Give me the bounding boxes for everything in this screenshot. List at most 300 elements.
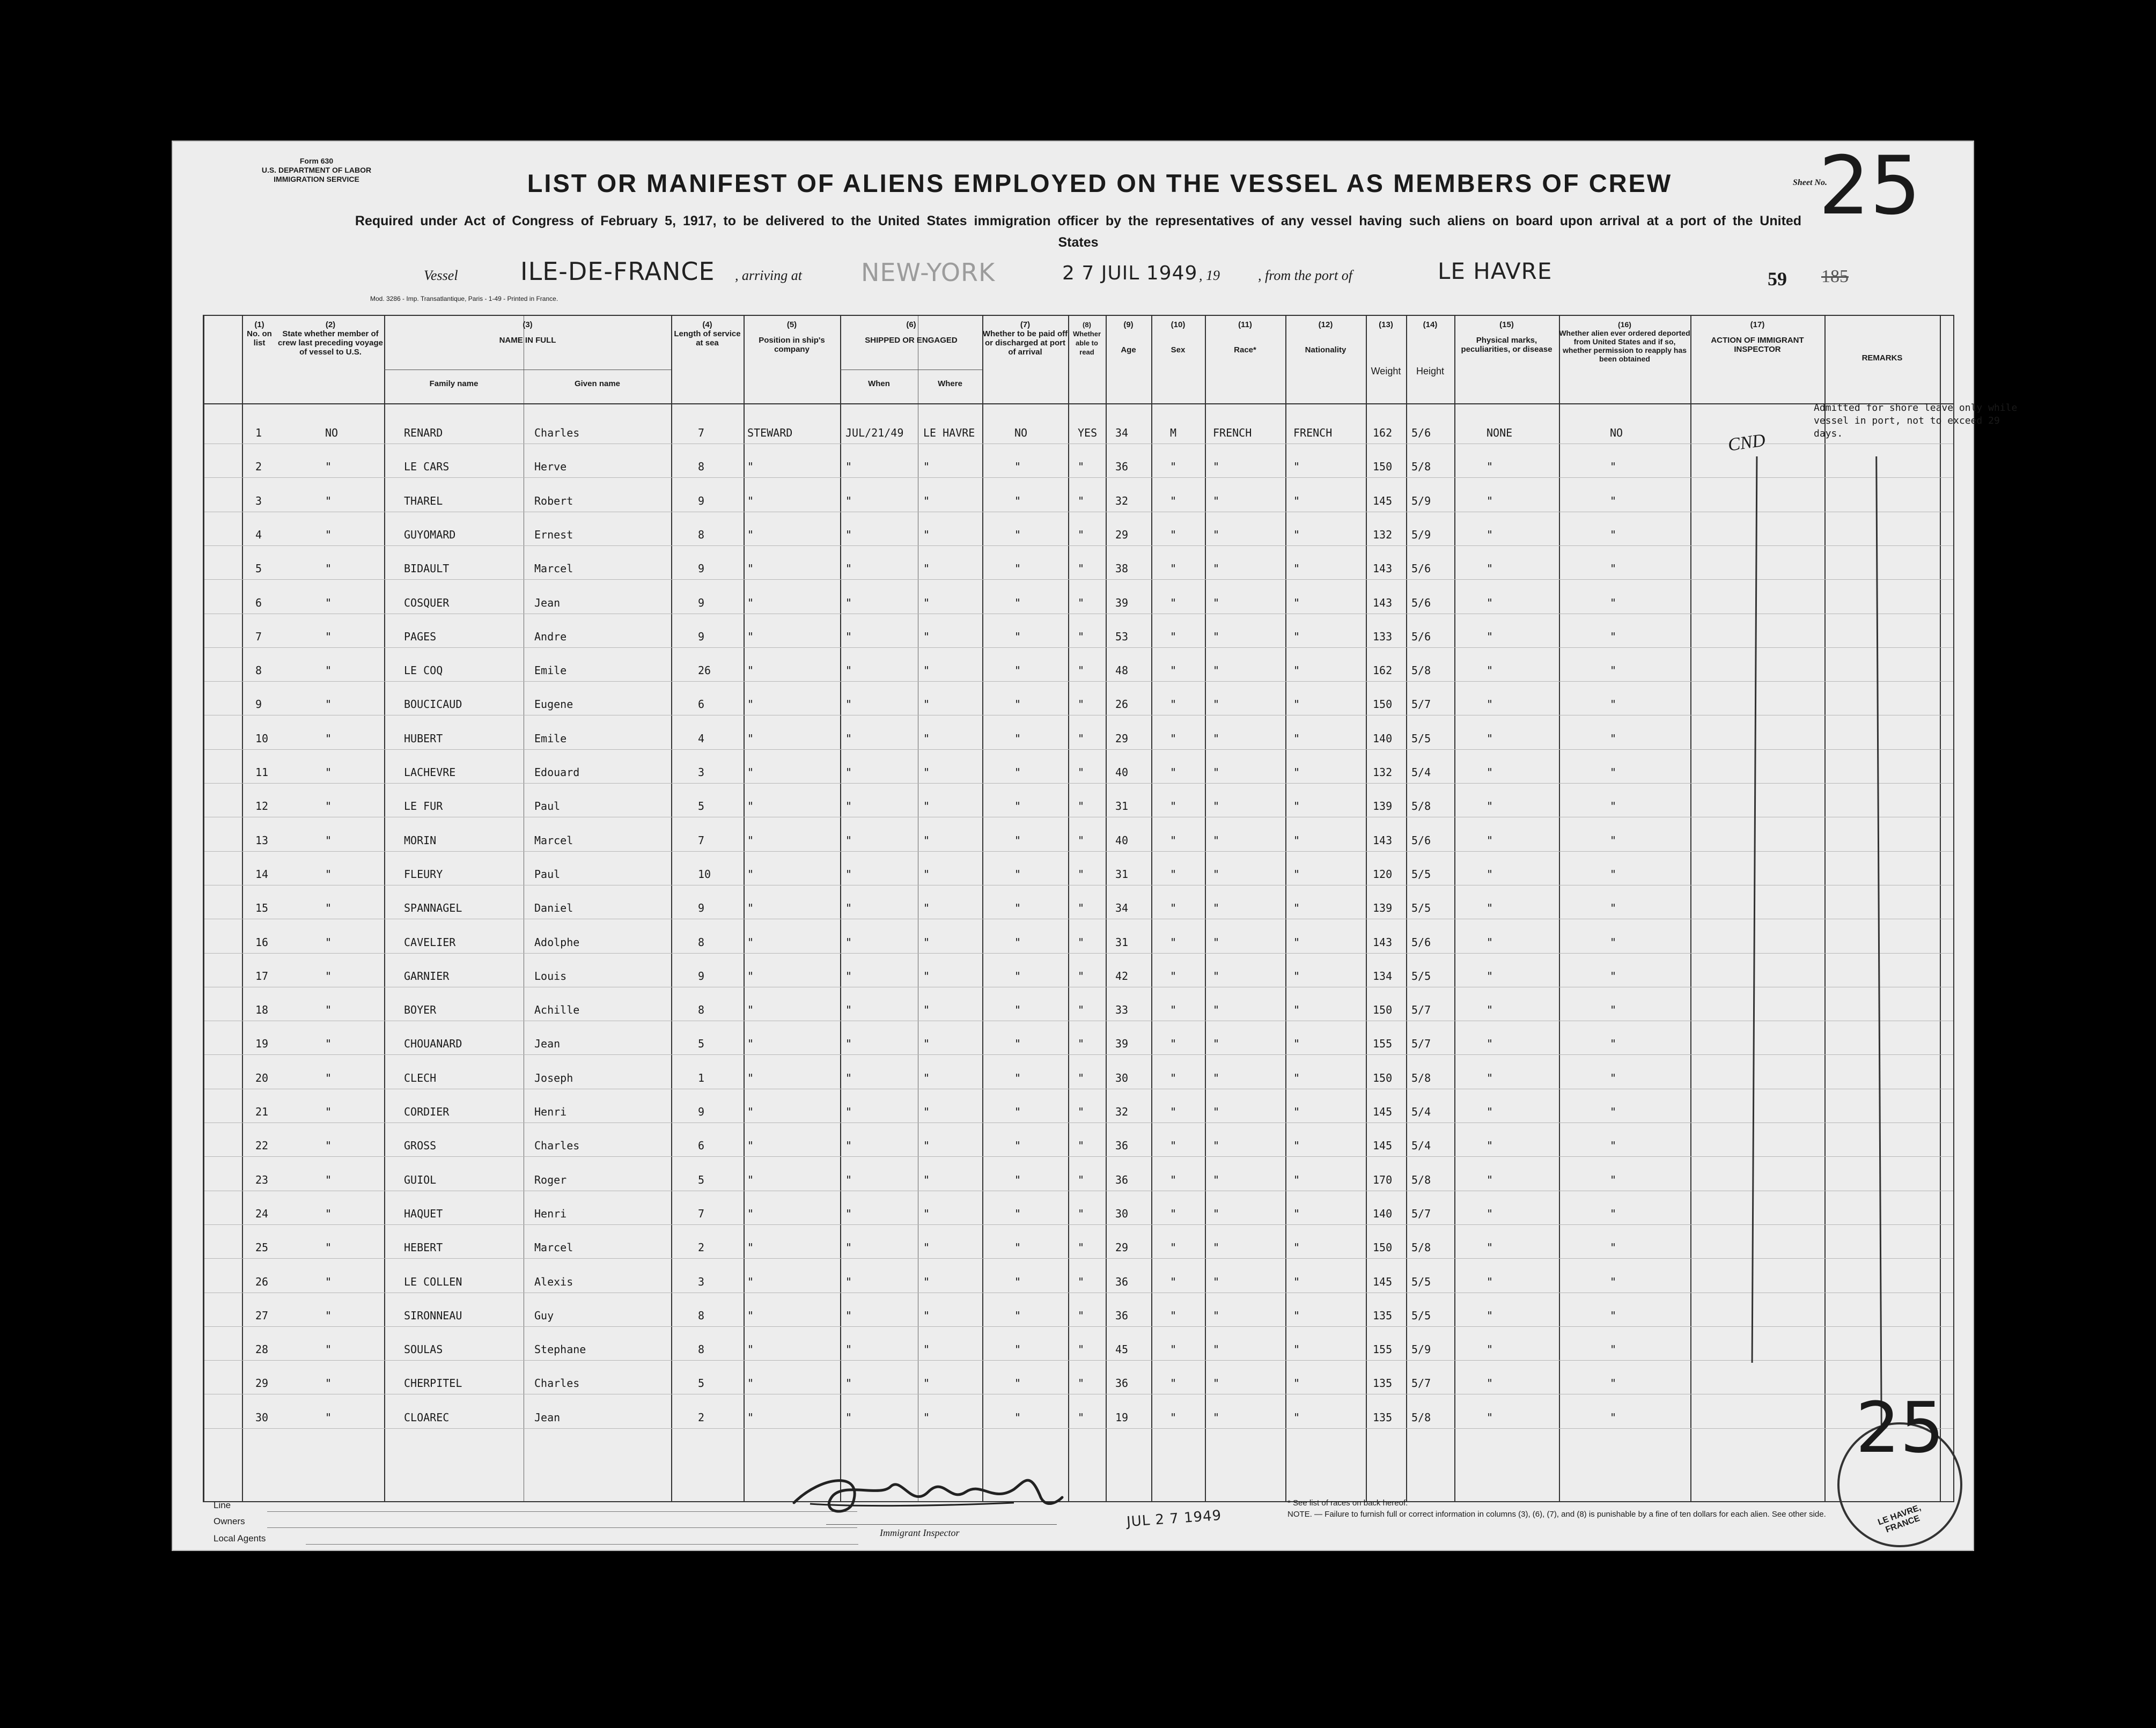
cell-shipped-when: " (845, 902, 852, 915)
cell-row-number: 30 (255, 1411, 269, 1424)
cell-weight: 140 (1373, 732, 1393, 745)
cell-row-number: 28 (255, 1343, 269, 1356)
cell-sex: " (1170, 494, 1177, 507)
cell-family-name: COSQUER (404, 596, 450, 609)
cell-shipped-where: LE HAVRE (923, 426, 975, 439)
header-paid-off: (7) Whether to be paid off or discharged at port of arrival (982, 320, 1068, 357)
cell-weight: 155 (1373, 1343, 1393, 1356)
cell-nationality: " (1293, 1309, 1300, 1322)
cell-length-of-service: 8 (698, 460, 705, 474)
cell-nationality: " (1293, 528, 1300, 541)
cell-paid-off: " (1014, 800, 1021, 813)
cell-shipped-when: " (845, 596, 852, 609)
cell-paid-off: " (1014, 1275, 1021, 1288)
cell-able-to-read: " (1078, 1003, 1085, 1017)
cell-race: " (1213, 800, 1220, 813)
cell-paid-off: NO (1014, 426, 1028, 439)
cell-weight: 140 (1373, 1207, 1393, 1220)
arrival-port: NEW-YORK (861, 258, 996, 287)
cell-sex: " (1170, 1173, 1177, 1186)
cell-position: " (747, 766, 754, 779)
cell-row-number: 12 (255, 800, 269, 813)
cell-position: " (747, 1241, 754, 1254)
cell-shipped-when: " (845, 1071, 852, 1084)
cell-deported: " (1610, 494, 1617, 507)
cell-previous-voyage: " (325, 528, 332, 541)
cell-family-name: BIDAULT (404, 562, 450, 575)
cell-weight: 162 (1373, 664, 1393, 677)
cell-able-to-read: " (1078, 1139, 1085, 1153)
cell-deported: " (1610, 698, 1617, 711)
page-title: LIST OR MANIFEST OF ALIENS EMPLOYED ON THE VESSEL AS MEMBERS OF CREW (527, 169, 1673, 197)
cell-given-name: Andre (534, 630, 567, 643)
cell-nationality: " (1293, 1071, 1300, 1084)
cell-shipped-when: " (845, 1139, 852, 1153)
cell-shipped-when: " (845, 766, 852, 779)
cell-able-to-read: " (1078, 630, 1085, 643)
cell-age: 36 (1115, 1139, 1129, 1153)
cell-shipped-when: " (845, 562, 852, 575)
cell-given-name: Charles (534, 426, 580, 439)
cell-able-to-read: " (1078, 732, 1085, 745)
cell-deported: " (1610, 1343, 1617, 1356)
cell-nationality: " (1293, 562, 1300, 575)
cell-sex: " (1170, 460, 1177, 474)
cell-deported: " (1610, 969, 1617, 983)
cell-row-number: 19 (255, 1037, 269, 1051)
cell-position: " (747, 1411, 754, 1424)
cell-weight: 143 (1373, 833, 1393, 847)
action-mark: CND (1726, 430, 1767, 455)
cell-physical-marks: " (1487, 969, 1493, 983)
cell-weight: 145 (1373, 1275, 1393, 1288)
cell-length-of-service: 8 (698, 1343, 705, 1356)
cell-nationality: " (1293, 1275, 1300, 1288)
cell-paid-off: " (1014, 596, 1021, 609)
cell-length-of-service: 4 (698, 732, 705, 745)
cell-length-of-service: 9 (698, 596, 705, 609)
cell-race: " (1213, 1003, 1220, 1017)
cell-weight: 150 (1373, 1003, 1393, 1017)
cell-nationality: " (1293, 1343, 1300, 1356)
cell-row-number: 18 (255, 1003, 269, 1017)
cell-height: 5/7 (1411, 698, 1431, 711)
cell-sex: " (1170, 1139, 1177, 1153)
cell-length-of-service: 9 (698, 1105, 705, 1118)
cell-race: " (1213, 1241, 1220, 1254)
cell-weight: 135 (1373, 1309, 1393, 1322)
cell-weight: 135 (1373, 1377, 1393, 1390)
cell-paid-off: " (1014, 664, 1021, 677)
cell-shipped-when: " (845, 1377, 852, 1390)
cell-race: " (1213, 833, 1220, 847)
cell-position: " (747, 1003, 754, 1017)
cell-position: " (747, 1071, 754, 1084)
cell-shipped-where: " (923, 833, 930, 847)
cell-shipped-where: " (923, 1003, 930, 1017)
cell-nationality: " (1293, 1207, 1300, 1220)
cell-given-name: Jean (534, 1037, 561, 1051)
cell-given-name: Marcel (534, 833, 573, 847)
cell-physical-marks: " (1487, 630, 1493, 643)
cell-position: " (747, 833, 754, 847)
cell-age: 39 (1115, 1037, 1129, 1051)
cell-row-number: 7 (255, 630, 262, 643)
cell-weight: 132 (1373, 528, 1393, 541)
cell-deported: " (1610, 1173, 1617, 1186)
cell-length-of-service: 9 (698, 969, 705, 983)
table-row (204, 966, 1814, 988)
cell-family-name: BOUCICAUD (404, 698, 462, 711)
table-row (204, 1204, 1814, 1225)
header-position: (5) Position in ship's company (759, 320, 825, 354)
cell-position: " (747, 800, 754, 813)
cell-able-to-read: " (1078, 1105, 1085, 1118)
cell-able-to-read: " (1078, 562, 1085, 575)
cell-given-name: Edouard (534, 766, 580, 779)
cell-able-to-read: YES (1078, 426, 1098, 439)
cell-shipped-where: " (923, 596, 930, 609)
cell-race: " (1213, 1309, 1220, 1322)
cell-able-to-read: " (1078, 1241, 1085, 1254)
cell-given-name: Emile (534, 664, 567, 677)
cell-given-name: Eugene (534, 698, 573, 711)
cell-row-number: 15 (255, 902, 269, 915)
cell-able-to-read: " (1078, 1275, 1085, 1288)
cell-physical-marks: " (1487, 460, 1493, 474)
cell-race: " (1213, 1037, 1220, 1051)
cell-paid-off: " (1014, 698, 1021, 711)
cell-race: " (1213, 969, 1220, 983)
cell-previous-voyage: " (325, 902, 332, 915)
cell-age: 34 (1115, 426, 1129, 439)
cell-paid-off: " (1014, 460, 1021, 474)
table-row (204, 1170, 1814, 1192)
cell-weight: 145 (1373, 1105, 1393, 1118)
table-row (204, 695, 1814, 716)
table-row (204, 1306, 1814, 1327)
cell-row-number: 17 (255, 969, 269, 983)
cell-paid-off: " (1014, 1241, 1021, 1254)
cell-previous-voyage: " (325, 562, 332, 575)
table-row (204, 933, 1814, 954)
cell-position: " (747, 1309, 754, 1322)
cell-shipped-where: " (923, 1241, 930, 1254)
cell-able-to-read: " (1078, 800, 1085, 813)
cell-physical-marks: " (1487, 1173, 1493, 1186)
cell-previous-voyage: " (325, 1377, 332, 1390)
cell-shipped-when: " (845, 1207, 852, 1220)
remarks-text: Admitted for shore leave only while vessel in port, not to exceed 29 days. (1814, 402, 2018, 439)
cell-weight: 143 (1373, 596, 1393, 609)
cell-weight: 132 (1373, 766, 1393, 779)
cell-length-of-service: 5 (698, 1037, 705, 1051)
cell-shipped-when: " (845, 800, 852, 813)
vessel-label: Vessel (424, 268, 458, 283)
cell-able-to-read: " (1078, 1377, 1085, 1390)
cell-shipped-where: " (923, 494, 930, 507)
cell-previous-voyage: " (325, 460, 332, 474)
cell-length-of-service: 26 (698, 664, 711, 677)
cell-previous-voyage: " (325, 1105, 332, 1118)
cell-length-of-service: 9 (698, 902, 705, 915)
cell-sex: " (1170, 1207, 1177, 1220)
cell-shipped-where: " (923, 1275, 930, 1288)
cell-paid-off: " (1014, 732, 1021, 745)
cell-family-name: GROSS (404, 1139, 437, 1153)
cell-nationality: " (1293, 1139, 1300, 1153)
cell-physical-marks: " (1487, 1105, 1493, 1118)
form-number: Form 630 (299, 157, 334, 165)
cell-length-of-service: 6 (698, 698, 705, 711)
cell-given-name: Roger (534, 1173, 567, 1186)
cell-sex: " (1170, 664, 1177, 677)
cell-previous-voyage: " (325, 1411, 332, 1424)
cell-position: " (747, 935, 754, 949)
cell-age: 42 (1115, 969, 1129, 983)
cell-family-name: SIRONNEAU (404, 1309, 462, 1322)
cell-weight: 139 (1373, 800, 1393, 813)
service: IMMIGRATION SERVICE (274, 175, 359, 183)
date-stamp: JUL 2 7 1949 (1126, 1507, 1223, 1531)
cell-age: 29 (1115, 528, 1129, 541)
cell-sex: " (1170, 1105, 1177, 1118)
cell-row-number: 2 (255, 460, 262, 474)
cell-row-number: 27 (255, 1309, 269, 1322)
table-row (204, 627, 1814, 648)
cell-length-of-service: 2 (698, 1241, 705, 1254)
cell-row-number: 11 (255, 766, 269, 779)
cell-physical-marks: NONE (1487, 426, 1513, 439)
cell-family-name: GUIOL (404, 1173, 437, 1186)
cell-race: " (1213, 902, 1220, 915)
vessel-line (172, 250, 1974, 288)
cell-paid-off: " (1014, 1003, 1021, 1017)
cell-shipped-when: " (845, 867, 852, 881)
cell-shipped-where: " (923, 766, 930, 779)
table-row (204, 559, 1814, 580)
cell-paid-off: " (1014, 1037, 1021, 1051)
cell-paid-off: " (1014, 1105, 1021, 1118)
cell-sex: " (1170, 562, 1177, 575)
cell-given-name: Jean (534, 596, 561, 609)
cell-family-name: SPANNAGEL (404, 902, 462, 915)
cell-paid-off: " (1014, 1173, 1021, 1186)
cell-family-name: MORIN (404, 833, 437, 847)
cell-shipped-where: " (923, 698, 930, 711)
cell-row-number: 10 (255, 732, 269, 745)
cell-given-name: Stephane (534, 1343, 586, 1356)
cell-deported: NO (1610, 426, 1623, 439)
cell-row-number: 4 (255, 528, 262, 541)
cell-weight: 135 (1373, 1411, 1393, 1424)
cell-sex: " (1170, 528, 1177, 541)
cell-paid-off: " (1014, 833, 1021, 847)
cell-weight: 150 (1373, 1241, 1393, 1254)
cell-height: 5/5 (1411, 969, 1431, 983)
table-row (204, 1373, 1814, 1395)
cell-sex: " (1170, 902, 1177, 915)
cell-position: " (747, 1343, 754, 1356)
cell-able-to-read: " (1078, 494, 1085, 507)
cell-nationality: " (1293, 1003, 1300, 1017)
cell-length-of-service: 3 (698, 766, 705, 779)
cell-shipped-when: " (845, 1411, 852, 1424)
cell-previous-voyage: " (325, 630, 332, 643)
cell-height: 5/4 (1411, 1139, 1431, 1153)
cell-previous-voyage: " (325, 800, 332, 813)
cell-row-number: 16 (255, 935, 269, 949)
cell-age: 29 (1115, 1241, 1129, 1254)
cell-deported: " (1610, 1105, 1617, 1118)
cell-sex: " (1170, 630, 1177, 643)
cell-shipped-where: " (923, 1037, 930, 1051)
cell-shipped-where: " (923, 562, 930, 575)
cell-shipped-where: " (923, 1207, 930, 1220)
cell-previous-voyage: " (325, 833, 332, 847)
cell-position: " (747, 1173, 754, 1186)
cell-given-name: Paul (534, 867, 561, 881)
cell-shipped-where: " (923, 1105, 930, 1118)
cell-shipped-when: " (845, 1275, 852, 1288)
cell-given-name: Guy (534, 1309, 554, 1322)
cell-physical-marks: " (1487, 1411, 1493, 1424)
cell-able-to-read: " (1078, 935, 1085, 949)
cell-able-to-read: " (1078, 698, 1085, 711)
cell-weight: 133 (1373, 630, 1393, 643)
cell-age: 30 (1115, 1071, 1129, 1084)
inspector-signature (789, 1465, 1068, 1524)
cell-shipped-where: " (923, 528, 930, 541)
cell-deported: " (1610, 528, 1617, 541)
cell-shipped-when: " (845, 1037, 852, 1051)
cell-nationality: FRENCH (1293, 426, 1333, 439)
table-row (204, 1068, 1814, 1090)
cell-age: 40 (1115, 766, 1129, 779)
cell-family-name: HUBERT (404, 732, 443, 745)
cell-physical-marks: " (1487, 800, 1493, 813)
cell-given-name: Henri (534, 1105, 567, 1118)
cell-shipped-where: " (923, 1309, 930, 1322)
cell-race: " (1213, 1275, 1220, 1288)
cell-length-of-service: 8 (698, 1309, 705, 1322)
cell-sex: " (1170, 1275, 1177, 1288)
cell-family-name: GARNIER (404, 969, 450, 983)
cell-shipped-where: " (923, 1343, 930, 1356)
cell-given-name: Henri (534, 1207, 567, 1220)
cell-previous-voyage: " (325, 969, 332, 983)
cell-nationality: " (1293, 494, 1300, 507)
cell-family-name: CAVELIER (404, 935, 456, 949)
arriving-label: , arriving at (735, 268, 802, 283)
header-age: (9) Age (1121, 320, 1136, 355)
owners-label: Owners (214, 1516, 245, 1526)
cell-height: 5/4 (1411, 766, 1431, 779)
cell-family-name: THAREL (404, 494, 443, 507)
cell-shipped-where: " (923, 1071, 930, 1084)
cell-race: " (1213, 1343, 1220, 1356)
cell-physical-marks: " (1487, 833, 1493, 847)
cell-race: " (1213, 630, 1220, 643)
cell-physical-marks: " (1487, 1241, 1493, 1254)
cell-sex: " (1170, 732, 1177, 745)
cell-race: " (1213, 494, 1220, 507)
cell-paid-off: " (1014, 494, 1021, 507)
cell-age: 53 (1115, 630, 1129, 643)
cell-deported: " (1610, 1309, 1617, 1322)
cell-family-name: CLECH (404, 1071, 437, 1084)
table-row (204, 661, 1814, 682)
cell-family-name: BOYER (404, 1003, 437, 1017)
cell-shipped-when: " (845, 528, 852, 541)
sheet-number-label: Sheet No. (1793, 178, 1827, 187)
cell-height: 5/7 (1411, 1377, 1431, 1390)
cell-nationality: " (1293, 596, 1300, 609)
cell-shipped-when: " (845, 935, 852, 949)
cell-race: " (1213, 460, 1220, 474)
cell-deported: " (1610, 833, 1617, 847)
header-previous-voyage: (2) State whether member of crew last preceding voyage of vessel to U.S. (278, 320, 383, 357)
cell-given-name: Joseph (534, 1071, 573, 1084)
cell-length-of-service: 1 (698, 1071, 705, 1084)
cell-shipped-when: " (845, 732, 852, 745)
table-row (204, 1408, 1814, 1429)
cell-position: " (747, 1207, 754, 1220)
header-remarks: REMARKS (1861, 353, 1903, 363)
cell-shipped-where: " (923, 460, 930, 474)
cell-row-number: 8 (255, 664, 262, 677)
cell-paid-off: " (1014, 1071, 1021, 1084)
cell-position: " (747, 698, 754, 711)
cell-physical-marks: " (1487, 1003, 1493, 1017)
cell-given-name: Paul (534, 800, 561, 813)
cell-length-of-service: 7 (698, 1207, 705, 1220)
table-row (204, 1102, 1814, 1124)
cell-previous-voyage: NO (325, 426, 339, 439)
cell-height: 5/5 (1411, 867, 1431, 881)
cell-deported: " (1610, 1377, 1617, 1390)
cell-given-name: Louis (534, 969, 567, 983)
cell-age: 39 (1115, 596, 1129, 609)
cell-shipped-when: " (845, 1173, 852, 1186)
cell-previous-voyage: " (325, 698, 332, 711)
cell-sex: " (1170, 1411, 1177, 1424)
cell-given-name: Charles (534, 1139, 580, 1153)
cell-length-of-service: 7 (698, 833, 705, 847)
cell-able-to-read: " (1078, 867, 1085, 881)
header-action: (17) ACTION OF IMMIGRANT INSPECTOR (1711, 320, 1804, 354)
cell-given-name: Ernest (534, 528, 573, 541)
header-nationality: (12) Nationality (1305, 320, 1346, 355)
cell-height: 5/6 (1411, 935, 1431, 949)
sheet-number: 25 (1819, 139, 1921, 233)
cell-family-name: PAGES (404, 630, 437, 643)
cell-family-name: LACHEVRE (404, 766, 456, 779)
page-subtitle: Required under Act of Congress of February 5, 1917, to be delivered to the United States immigration officer by the representatives of any vessel having such aliens on board upon arrival at a port of the United States (355, 213, 1802, 250)
cell-physical-marks: " (1487, 1071, 1493, 1084)
cell-nationality: " (1293, 833, 1300, 847)
cell-row-number: 6 (255, 596, 262, 609)
cell-previous-voyage: " (325, 1275, 332, 1288)
cell-length-of-service: 10 (698, 867, 711, 881)
cell-race: " (1213, 528, 1220, 541)
cell-length-of-service: 7 (698, 426, 705, 439)
cell-deported: " (1610, 766, 1617, 779)
cell-family-name: LE COQ (404, 664, 443, 677)
cell-deported: " (1610, 1003, 1617, 1017)
header-height: (14) Height (1416, 320, 1445, 376)
cell-nationality: " (1293, 664, 1300, 677)
